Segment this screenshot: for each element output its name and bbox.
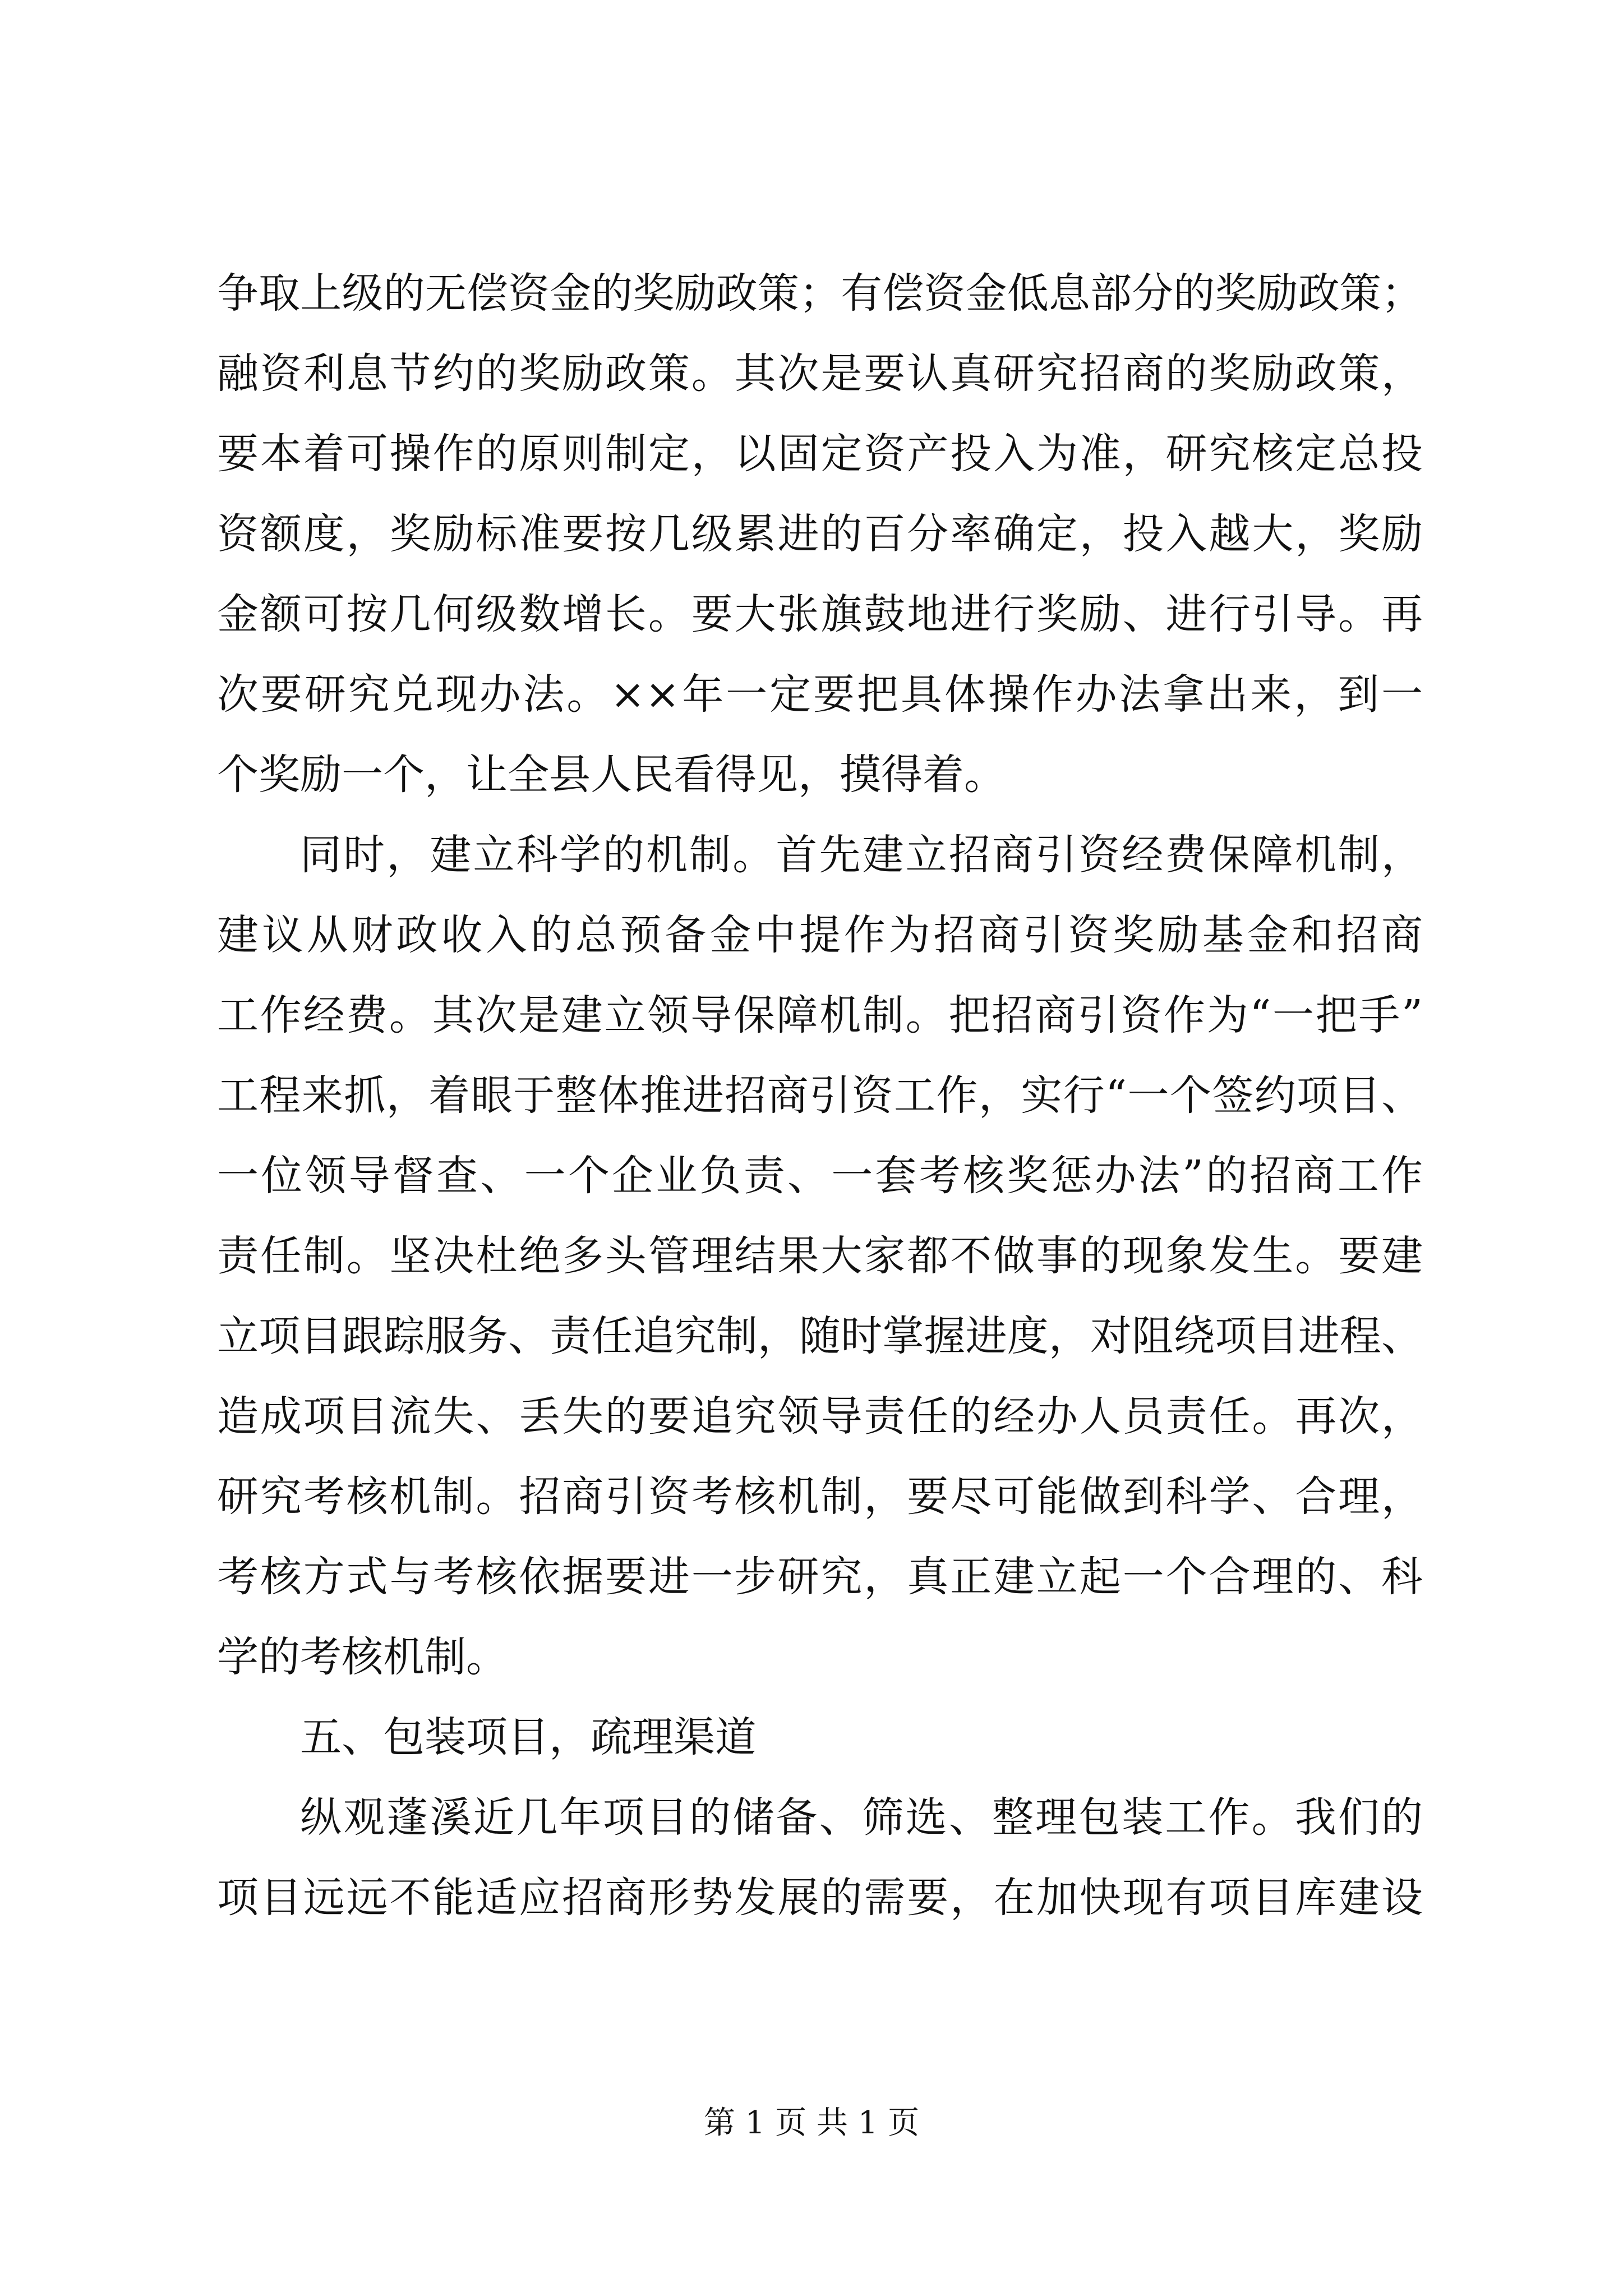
text-line: 研究考核机制。招商引资考核机制，要尽可能做到科学、合理，: [217, 1473, 1423, 1521]
page-footer: 第 1 页 共 1 页: [703, 2105, 920, 2141]
section-heading: 五、包装项目，疏理渠道: [300, 1713, 757, 1761]
text-line: 建议从财政收入的总预备金中提作为招商引资奖励基金和招商: [217, 911, 1423, 959]
text-line: 个奖励一个，让全县人民看得见，摸得着。: [217, 751, 1006, 799]
text-line: 融资利息节约的奖励政策。其次是要认真研究招商的奖励政策，: [217, 349, 1423, 398]
text-line: 一位领导督查、一个企业负责、一套考核奖惩办法”的招商工作: [217, 1152, 1423, 1200]
document-body: [217, 254, 1423, 1938]
paragraph-first-line: 同时，建立科学的机制。首先建立招商引资经费保障机制，: [300, 831, 1423, 879]
text-line: 立项目跟踪服务、责任追究制，随时掌握进度，对阻绕项目进程、: [217, 1312, 1423, 1360]
text-line: 次要研究兑现办法。××年一定要把具体操作办法拿出来，到一: [217, 670, 1423, 719]
text-line: 项目远远不能适应招商形势发展的需要，在加快现有项目库建设: [217, 1874, 1423, 1922]
text-line: 资额度，奖励标准要按几级累进的百分率确定，投入越大，奖励: [217, 510, 1423, 558]
text-line: 考核方式与考核依据要进一步研究，真正建立起一个合理的、科: [217, 1553, 1423, 1601]
paragraph-first-line: 纵观蓬溪近几年项目的储备、筛选、整理包装工作。我们的: [300, 1793, 1423, 1842]
text-line: 责任制。坚决杜绝多头管理结果大家都不做事的现象发生。要建: [217, 1232, 1423, 1280]
text-line: 要本着可操作的原则制定，以固定资产投入为准，研究核定总投: [217, 430, 1423, 478]
text-line: 造成项目流失、丢失的要追究领导责任的经办人员责任。再次，: [217, 1392, 1423, 1441]
text-line: 工程来抓，着眼于整体推进招商引资工作，实行“一个签约项目、: [217, 1071, 1423, 1120]
text-line: 争取上级的无偿资金的奖励政策；有偿资金低息部分的奖励政策；: [217, 269, 1423, 318]
text-line: 金额可按几何级数增长。要大张旗鼓地进行奖励、进行引导。再: [217, 590, 1423, 638]
text-line: 工作经费。其次是建立领导保障机制。把招商引资作为“一把手”: [217, 991, 1423, 1039]
text-line: 学的考核机制。: [217, 1633, 508, 1681]
